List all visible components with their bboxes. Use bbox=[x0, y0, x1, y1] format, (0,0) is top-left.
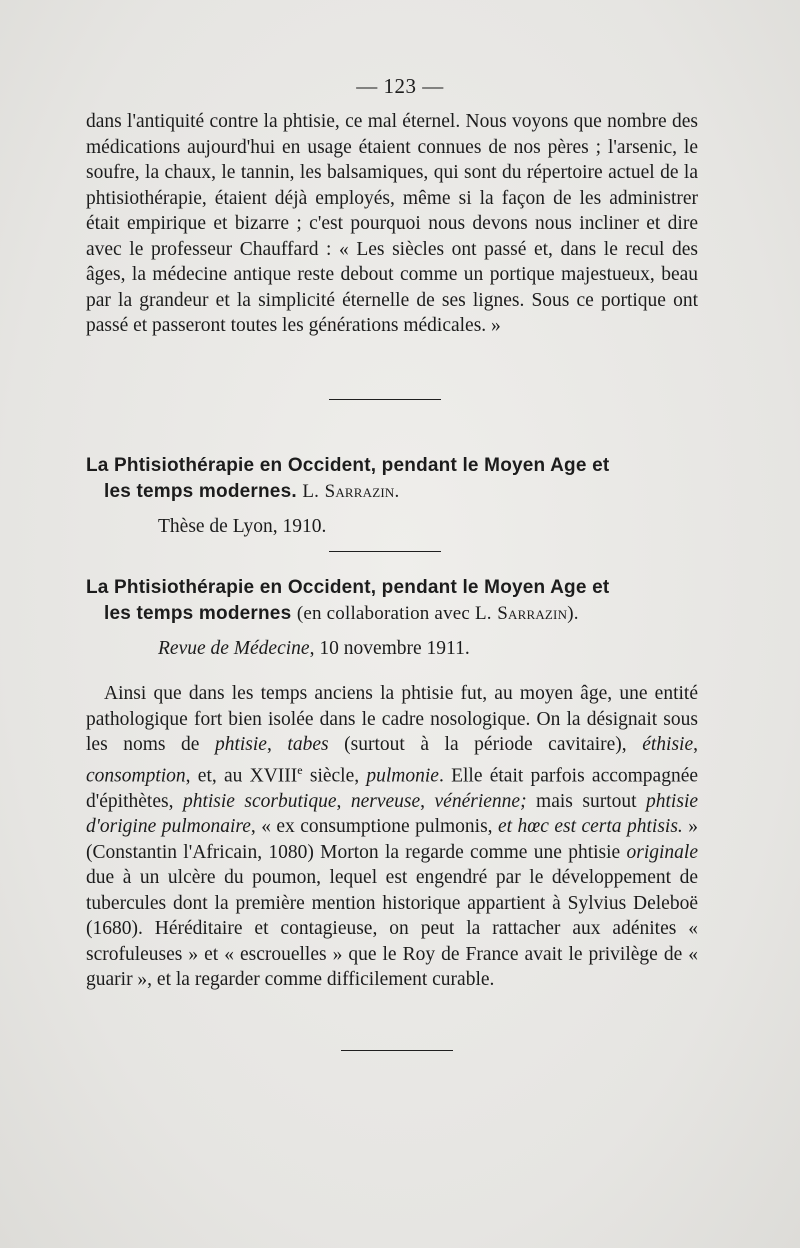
entry2-collab-prefix: (en collaboration avec L. bbox=[296, 603, 492, 624]
entry2-source bbox=[158, 638, 470, 660]
page-number: — 123 — bbox=[356, 74, 444, 98]
separator-rule-1 bbox=[329, 399, 441, 400]
entry2-title-line1: La Phtisiothérapie en Occident, pendant le Moyen Age et bbox=[86, 577, 610, 598]
body-paragraph bbox=[86, 681, 698, 993]
intro-paragraph bbox=[86, 109, 698, 339]
entry1-title-line2: les temps modernes. bbox=[104, 481, 297, 502]
entry2-collab-suffix: ). bbox=[567, 603, 579, 624]
entry2-date: , 10 novembre 1911. bbox=[309, 638, 470, 659]
entry2-heading bbox=[86, 575, 698, 627]
entry2-journal: Revue de Médecine bbox=[158, 638, 310, 659]
body-text: Ainsi que dans les temps anciens la phtisie fut, au moyen âge, une entité pathologique fort bien isolée dans le cadre nosologique. On la désignait sous les noms de phtisie, tabes (surtout à la période cavitaire), éthisie, consomption, et, au XVIIIe siècle, pulmonie. Elle était parfois accompagnée d'épithètes, phtisie scorbutique, nerveuse, vénérienne; mais surtout phtisie d'origine pulmonaire, « ex consumptione pulmonis, et hœc est certa phtisis. » (Constantin l'Africain, 1080) Morton la regarde comme une phtisie originale due à un ulcère du poumon, lequel est engendré par le développement de tubercules dont la première mention historique appartient à Sylvius Deleboë (1680). Héréditaire et contagieuse, on peut la rattacher aux adénites « scrofuleuses » et « escrouelles » que le Roy de France avait le privilège de « guarir », et la regarder comme difficilement curable. bbox=[86, 683, 699, 990]
entry1-author-name: Sarrazin. bbox=[324, 481, 400, 502]
entry2-collab-name: Sarrazin bbox=[497, 603, 568, 624]
entry2-title-line2: les temps modernes bbox=[104, 603, 292, 624]
entry1-source: Thèse de Lyon, 1910. bbox=[158, 516, 327, 537]
separator-rule-3 bbox=[341, 1050, 453, 1051]
entry1-heading bbox=[86, 453, 698, 505]
intro-text: dans l'antiquité contre la phtisie, ce mal éternel. Nous voyons que nombre des médications aujourd'hui en usage étaient connues de nos pères ; l'arsenic, le soufre, la chaux, le tannin, les balsamiques, qui sont du répertoire actuel de la phtisiothérapie, étaient déjà employés, même si la façon de les administrer était empirique et bizarre ; c'est pourquoi nous devons nous incliner et dire avec le professeur Chauffard : « Les siècles ont passé et, dans le recul des âges, la médecine antique reste debout comme un portique majestueux, beau par la grandeur et la simplicité éternelle de ses lignes. Sous ce portique ont passé et passeront toutes les générations médicales. » bbox=[86, 111, 698, 336]
entry1-title-line1: La Phtisiothérapie en Occident, pendant le Moyen Age et bbox=[86, 455, 610, 476]
entry1-author-prefix: L. bbox=[302, 481, 320, 502]
separator-rule-2 bbox=[329, 551, 441, 552]
